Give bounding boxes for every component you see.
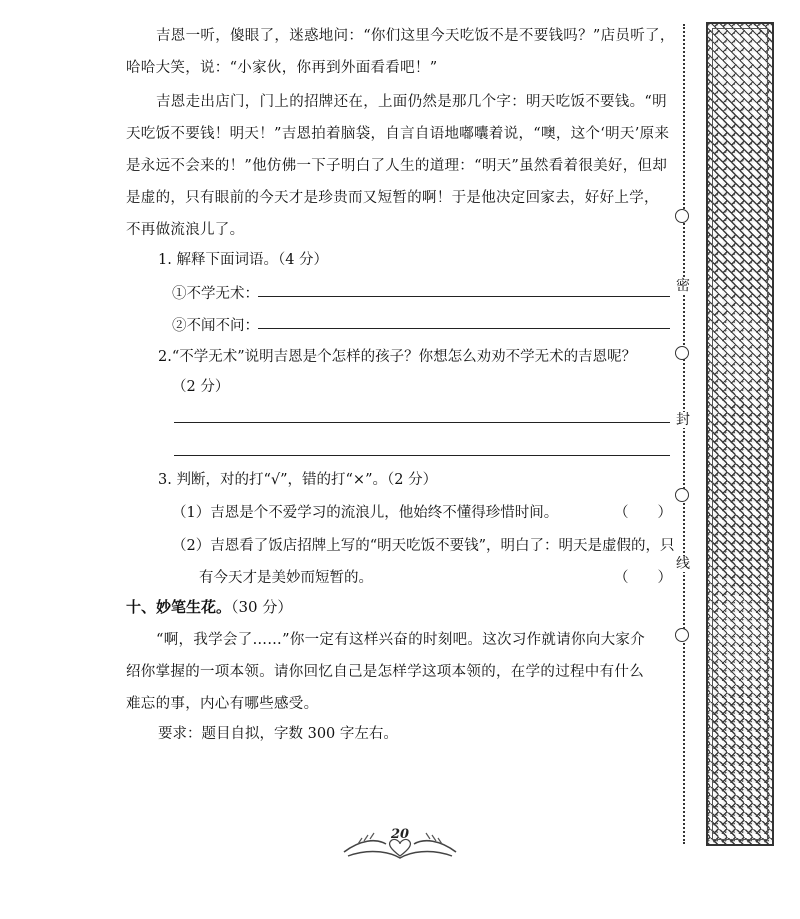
section-10-score: （30 分） <box>231 598 293 616</box>
text-line: 吉恩一听，傻眼了，迷惑地问：“你们这里今天吃饭不是不要钱吗？”店员听了， <box>156 28 675 44</box>
question-3-item-1: （1）吉恩是个不爱学习的流浪儿，他始终不懂得珍惜时间。 <box>172 505 559 521</box>
question-3-item-2: （2）吉恩看了饭店招牌上写的“明天吃饭不要钱”，明白了：明天是虚假的，只 <box>172 538 675 554</box>
decorative-border-pattern <box>706 22 774 846</box>
answer-paren-2[interactable]: （ ） <box>614 570 672 586</box>
answer-line[interactable] <box>258 296 670 297</box>
text-line: 吉恩走出店门，门上的招牌还在，上面仍然是那几个字：明天吃饭不要钱。“明 <box>156 94 667 110</box>
answer-paren-1[interactable]: （ ） <box>614 505 672 521</box>
text-line: 哈哈大笑，说：“小家伙，你再到外面看看吧！” <box>126 60 438 76</box>
binding-dotted-line <box>683 24 685 844</box>
binding-hole <box>675 628 689 642</box>
binding-hole <box>675 209 689 223</box>
story-paragraph-2 <box>126 86 671 246</box>
binding-char-mi: 密 <box>676 278 690 294</box>
section-10-heading <box>126 596 292 617</box>
answer-line[interactable] <box>258 328 670 329</box>
section-10-prompt <box>126 624 671 720</box>
page-number: 20 <box>390 827 410 842</box>
question-3-title: 3. 判断，对的打“√”，错的打“×”。（2 分） <box>158 472 438 488</box>
binding-hole <box>675 488 689 502</box>
binding-hole <box>675 346 689 360</box>
question-3-item-2-cont: 有今天才是美妙而短暂的。 <box>199 570 373 586</box>
question-1-title: 1. 解释下面词语。（4 分） <box>158 252 329 268</box>
story-paragraph-1 <box>126 20 675 84</box>
text-line: 天吃饭不要钱！明天！”吉恩拍着脑袋，自言自语地嘟囔着说，“噢，这个‘明天’原来 <box>126 126 670 142</box>
question-1-item-1: ①不学无术： <box>172 286 259 302</box>
pattern-inner-frame <box>712 28 768 840</box>
text-line: 难忘的事，内心有哪些感受。 <box>126 696 319 712</box>
section-10-title: 十、妙笔生花。 <box>126 598 232 616</box>
question-2-title: 2.“不学无术”说明吉恩是个怎样的孩子？你想怎么劝劝不学无术的吉恩呢？ <box>158 349 637 365</box>
section-10-requirement: 要求：题目自拟，字数 300 字左右。 <box>158 726 398 742</box>
answer-line[interactable] <box>174 422 670 423</box>
text-line: 是虚的，只有眼前的今天才是珍贵而又短暂的啊！于是他决定回家去，好好上学， <box>126 190 659 206</box>
text-line: 绍你掌握的一项本领。请你回忆自己是怎样学这项本领的，在学的过程中有什么 <box>126 664 644 680</box>
question-1-item-2: ②不闻不问： <box>172 318 259 334</box>
binding-char-xian: 线 <box>676 556 690 572</box>
text-line: 是永远不会来的！”他仿佛一下子明白了人生的道理：“明天”虽然看着很美好，但却 <box>126 158 668 174</box>
binding-char-feng: 封 <box>676 412 690 428</box>
text-line: “啊，我学会了……”你一定有这样兴奋的时刻吧。这次习作就请你向大家介 <box>156 632 646 648</box>
answer-line[interactable] <box>174 455 670 456</box>
question-2-score: （2 分） <box>172 379 230 395</box>
text-line: 不再做流浪儿了。 <box>126 222 245 238</box>
